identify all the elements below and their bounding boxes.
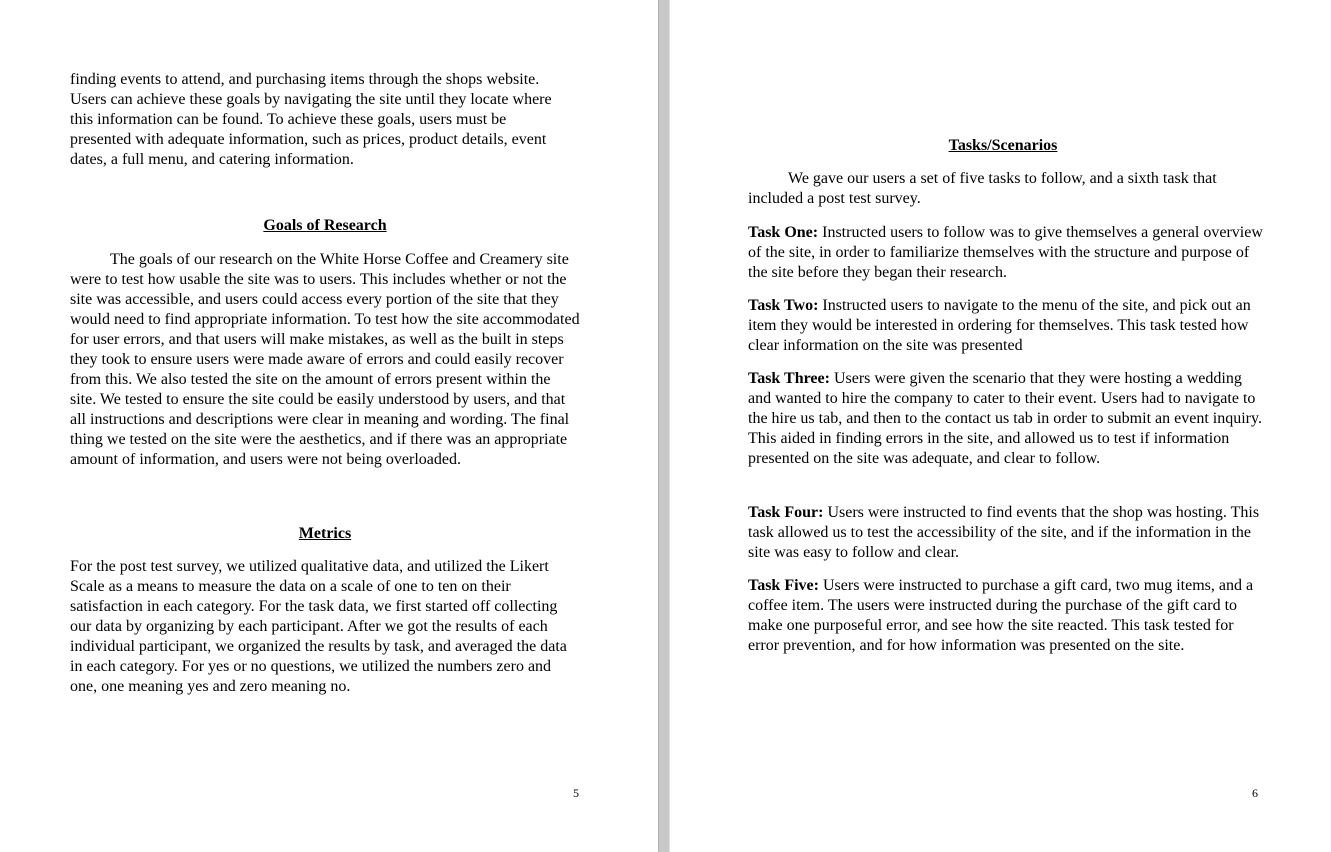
task-four-paragraph xyxy=(748,503,1263,563)
page-5 xyxy=(0,0,658,852)
intro-paragraph: finding events to attend, and purchasing items through the shops website. Users can achieve these goals by navigating the site until they locate where this information can be found. To achieve these goals, users must be presented with adequate information, such as prices, product details, event dates, a full menu, and catering information. xyxy=(70,71,552,168)
goals-of-research-heading: Goals of Research xyxy=(263,217,387,234)
page-gutter xyxy=(658,0,670,852)
metrics-heading: Metrics xyxy=(298,525,352,542)
task-three-label: Task Three: xyxy=(748,370,830,387)
page-number: 6 xyxy=(1252,786,1258,800)
page-number: 5 xyxy=(573,786,579,800)
task-one-text: Instructed users to follow was to give themselves a general overview of the site, in order to familiarize themselves with the structure and purpose of the site before they began their research. xyxy=(748,224,1263,281)
metrics-paragraph: For the post test survey, we utilized qualitative data, and utilized the Likert Scale as a means to measure the data on a scale of one to ten on their satisfaction in each category. For the task data, we first started off collecting our data by organizing by each participant. After we got the results of each individual participant, we organized the results by task, and averaged the data in each category. For yes or no questions, we utilized the numbers zero and one, one meaning yes and zero meaning no. xyxy=(70,558,567,695)
task-five-label: Task Five: xyxy=(748,577,819,594)
page-6 xyxy=(670,0,1331,852)
task-one-label: Task One: xyxy=(748,224,819,241)
task-one-paragraph xyxy=(748,223,1263,283)
goals-paragraph: The goals of our research on the White Horse Coffee and Creamery site were to test how usable the site was to users. This includes whether or not the site was accessible, and users could access every portion of the site that they would need to find appropriate information. To test how the site accommodated for user errors, and that users will make mistakes, as well as the built in steps they took to ensure users were made aware of errors and could easily recover from this. We also tested the site on the amount of errors present within the site. We tested to ensure the site could be easily understood by users, and that all instructions and descriptions were clear in meaning and wording. The final thing we tested on the site were the aesthetics, and if there was an appropriate amount of information, and users were not being overloaded. xyxy=(70,251,580,468)
task-four-label: Task Four: xyxy=(748,504,824,521)
task-two-text: Instructed users to navigate to the menu of the site, and pick out an item they would be interested in ordering for themselves. This task tested how clear information on the site was presented xyxy=(748,297,1251,354)
task-two-paragraph xyxy=(748,296,1263,356)
task-five-text: Users were instructed to purchase a gift card, two mug items, and a coffee item. The users were instructed during the purchase of the gift card to make one purposeful error, and see how the site reacted. This task tested for error prevention, and for how information was presented on the site. xyxy=(748,577,1254,654)
task-five-paragraph xyxy=(748,576,1263,656)
task-three-paragraph xyxy=(748,369,1263,469)
task-four-text: Users were instructed to find events that the shop was hosting. This task allowed us to test the accessibility of the site, and if the information in the site was easy to follow and clear. xyxy=(748,504,1260,561)
tasks-intro-paragraph: We gave our users a set of five tasks to follow, and a sixth task that included a post test survey. xyxy=(748,170,1217,207)
task-three-text: Users were given the scenario that they were hosting a wedding and wanted to hire the company to cater to their event. Users had to navigate to the hire us tab, and then to the contact us tab in order to submit an event inquiry. This aided in finding errors in the site, and allowed us to test if information presented on the site was adequate, and clear to follow. xyxy=(748,370,1262,467)
tasks-scenarios-heading: Tasks/Scenarios xyxy=(948,137,1058,154)
task-two-label: Task Two: xyxy=(748,297,819,314)
